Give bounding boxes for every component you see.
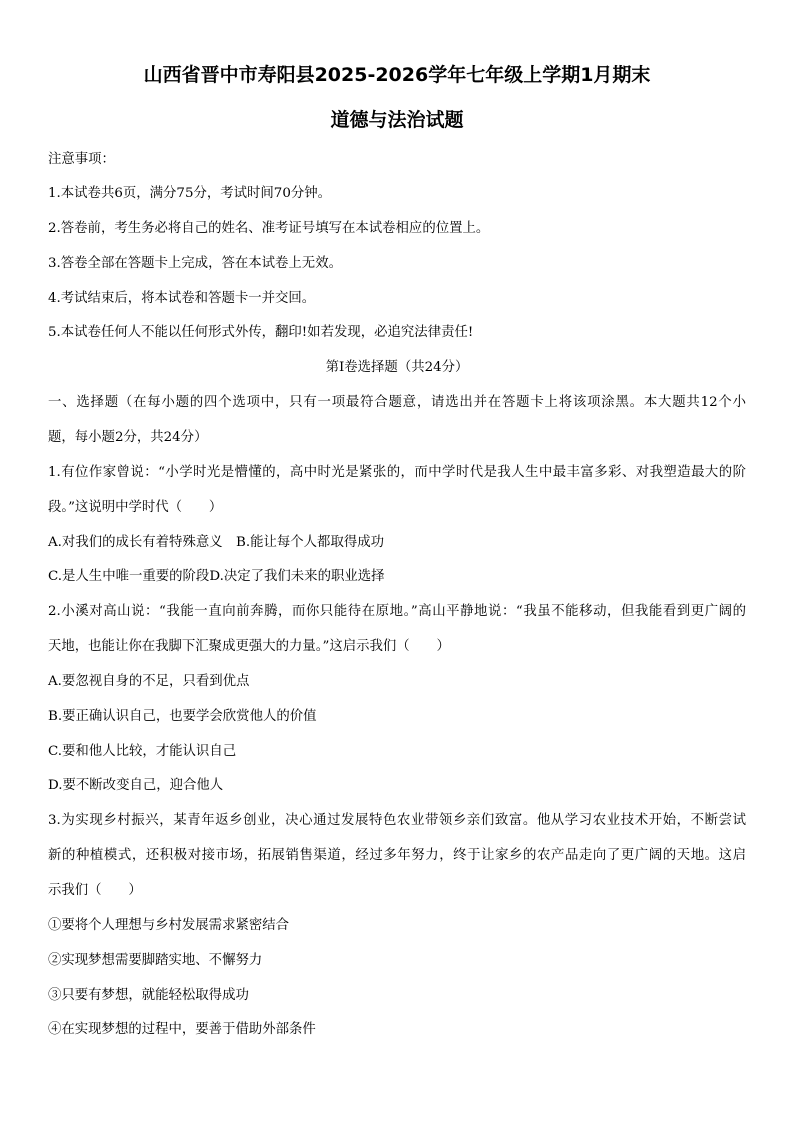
section-instruction-line2: 题，每小题2分，共24分）	[48, 430, 208, 445]
question-3-stem-line1: 3.为实现乡村振兴，某青年返乡创业，决心通过发展特色农业带领乡亲们致富。他从学习农业技术开始，不断尝试	[48, 813, 746, 828]
notice-item-5: 5.本试卷任何人不能以任何形式外传，翻印!如若发现，必追究法律责任!	[48, 325, 474, 340]
question-1-stem-line2: 段。”这说明中学时代（ ）	[48, 500, 223, 515]
notice-item-1: 1.本试卷共6页，满分75分，考试时间70分钟。	[48, 186, 332, 201]
exam-title-line2: 道德与法治试题	[330, 109, 464, 131]
question-3-statement-4: ④在实现梦想的过程中，要善于借助外部条件	[48, 1022, 316, 1037]
question-2-stem-line1: 2.小溪对高山说：“我能一直向前奔腾，而你只能待在原地。”高山平静地说：“我虽不能移动，但我能看到更广阔的	[48, 604, 746, 619]
question-2-option-a: A.要忽视自身的不足，只看到优点	[48, 674, 250, 689]
question-2-stem-line2: 天地，也能让你在我脚下汇聚成更强大的力量。”这启示我们（ ）	[48, 639, 450, 654]
question-3-statement-2: ②实现梦想需要脚踏实地、不懈努力	[48, 953, 263, 968]
question-1-option-cd: C.是人生中唯一重要的阶段D.决定了我们未来的职业选择	[48, 569, 385, 584]
question-1-option-ab: A.对我们的成长有着特殊意义 B.能让每个人都取得成功	[48, 535, 385, 550]
notice-item-4: 4.考试结束后，将本试卷和答题卡一并交回。	[48, 291, 316, 306]
question-2-option-b: B.要正确认识自己，也要学会欣赏他人的价值	[48, 709, 317, 724]
question-3-stem-line3: 示我们（ ）	[48, 883, 142, 898]
notice-heading: 注意事项：	[48, 152, 115, 167]
section-instruction-line1: 一、选择题（在每小题的四个选项中，只有一项最符合题意，请选出并在答题卡上将该项涂黑。本大题共12个小	[48, 395, 746, 410]
question-2-option-d: D.要不断改变自己，迎合他人	[48, 778, 224, 793]
question-2-option-c: C.要和他人比较，才能认识自己	[48, 744, 237, 759]
question-3-statement-3: ③只要有梦想，就能轻松取得成功	[48, 988, 249, 1003]
question-3-stem-line2: 新的种植模式，还积极对接市场，拓展销售渠道，经过多年努力，终于让家乡的农产品走向了更广阔的天地。这启	[48, 848, 746, 863]
exam-title-line1: 山西省晋中市寿阳县2025-2026学年七年级上学期1月期末	[143, 64, 651, 86]
question-3-statement-1: ①要将个人理想与乡村发展需求紧密结合	[48, 918, 290, 933]
section-heading: 第I卷选择题（共24分）	[325, 360, 469, 375]
question-1-stem-line1: 1.有位作家曾说：“小学时光是懵懂的，高中时光是紧张的，而中学时代是我人生中最丰富多彩、对我塑造最大的阶	[48, 465, 746, 480]
notice-item-2: 2.答卷前，考生务必将自己的姓名、准考证号填写在本试卷相应的位置上。	[48, 221, 490, 236]
notice-item-3: 3.答卷全部在答题卡上完成，答在本试卷上无效。	[48, 256, 342, 271]
